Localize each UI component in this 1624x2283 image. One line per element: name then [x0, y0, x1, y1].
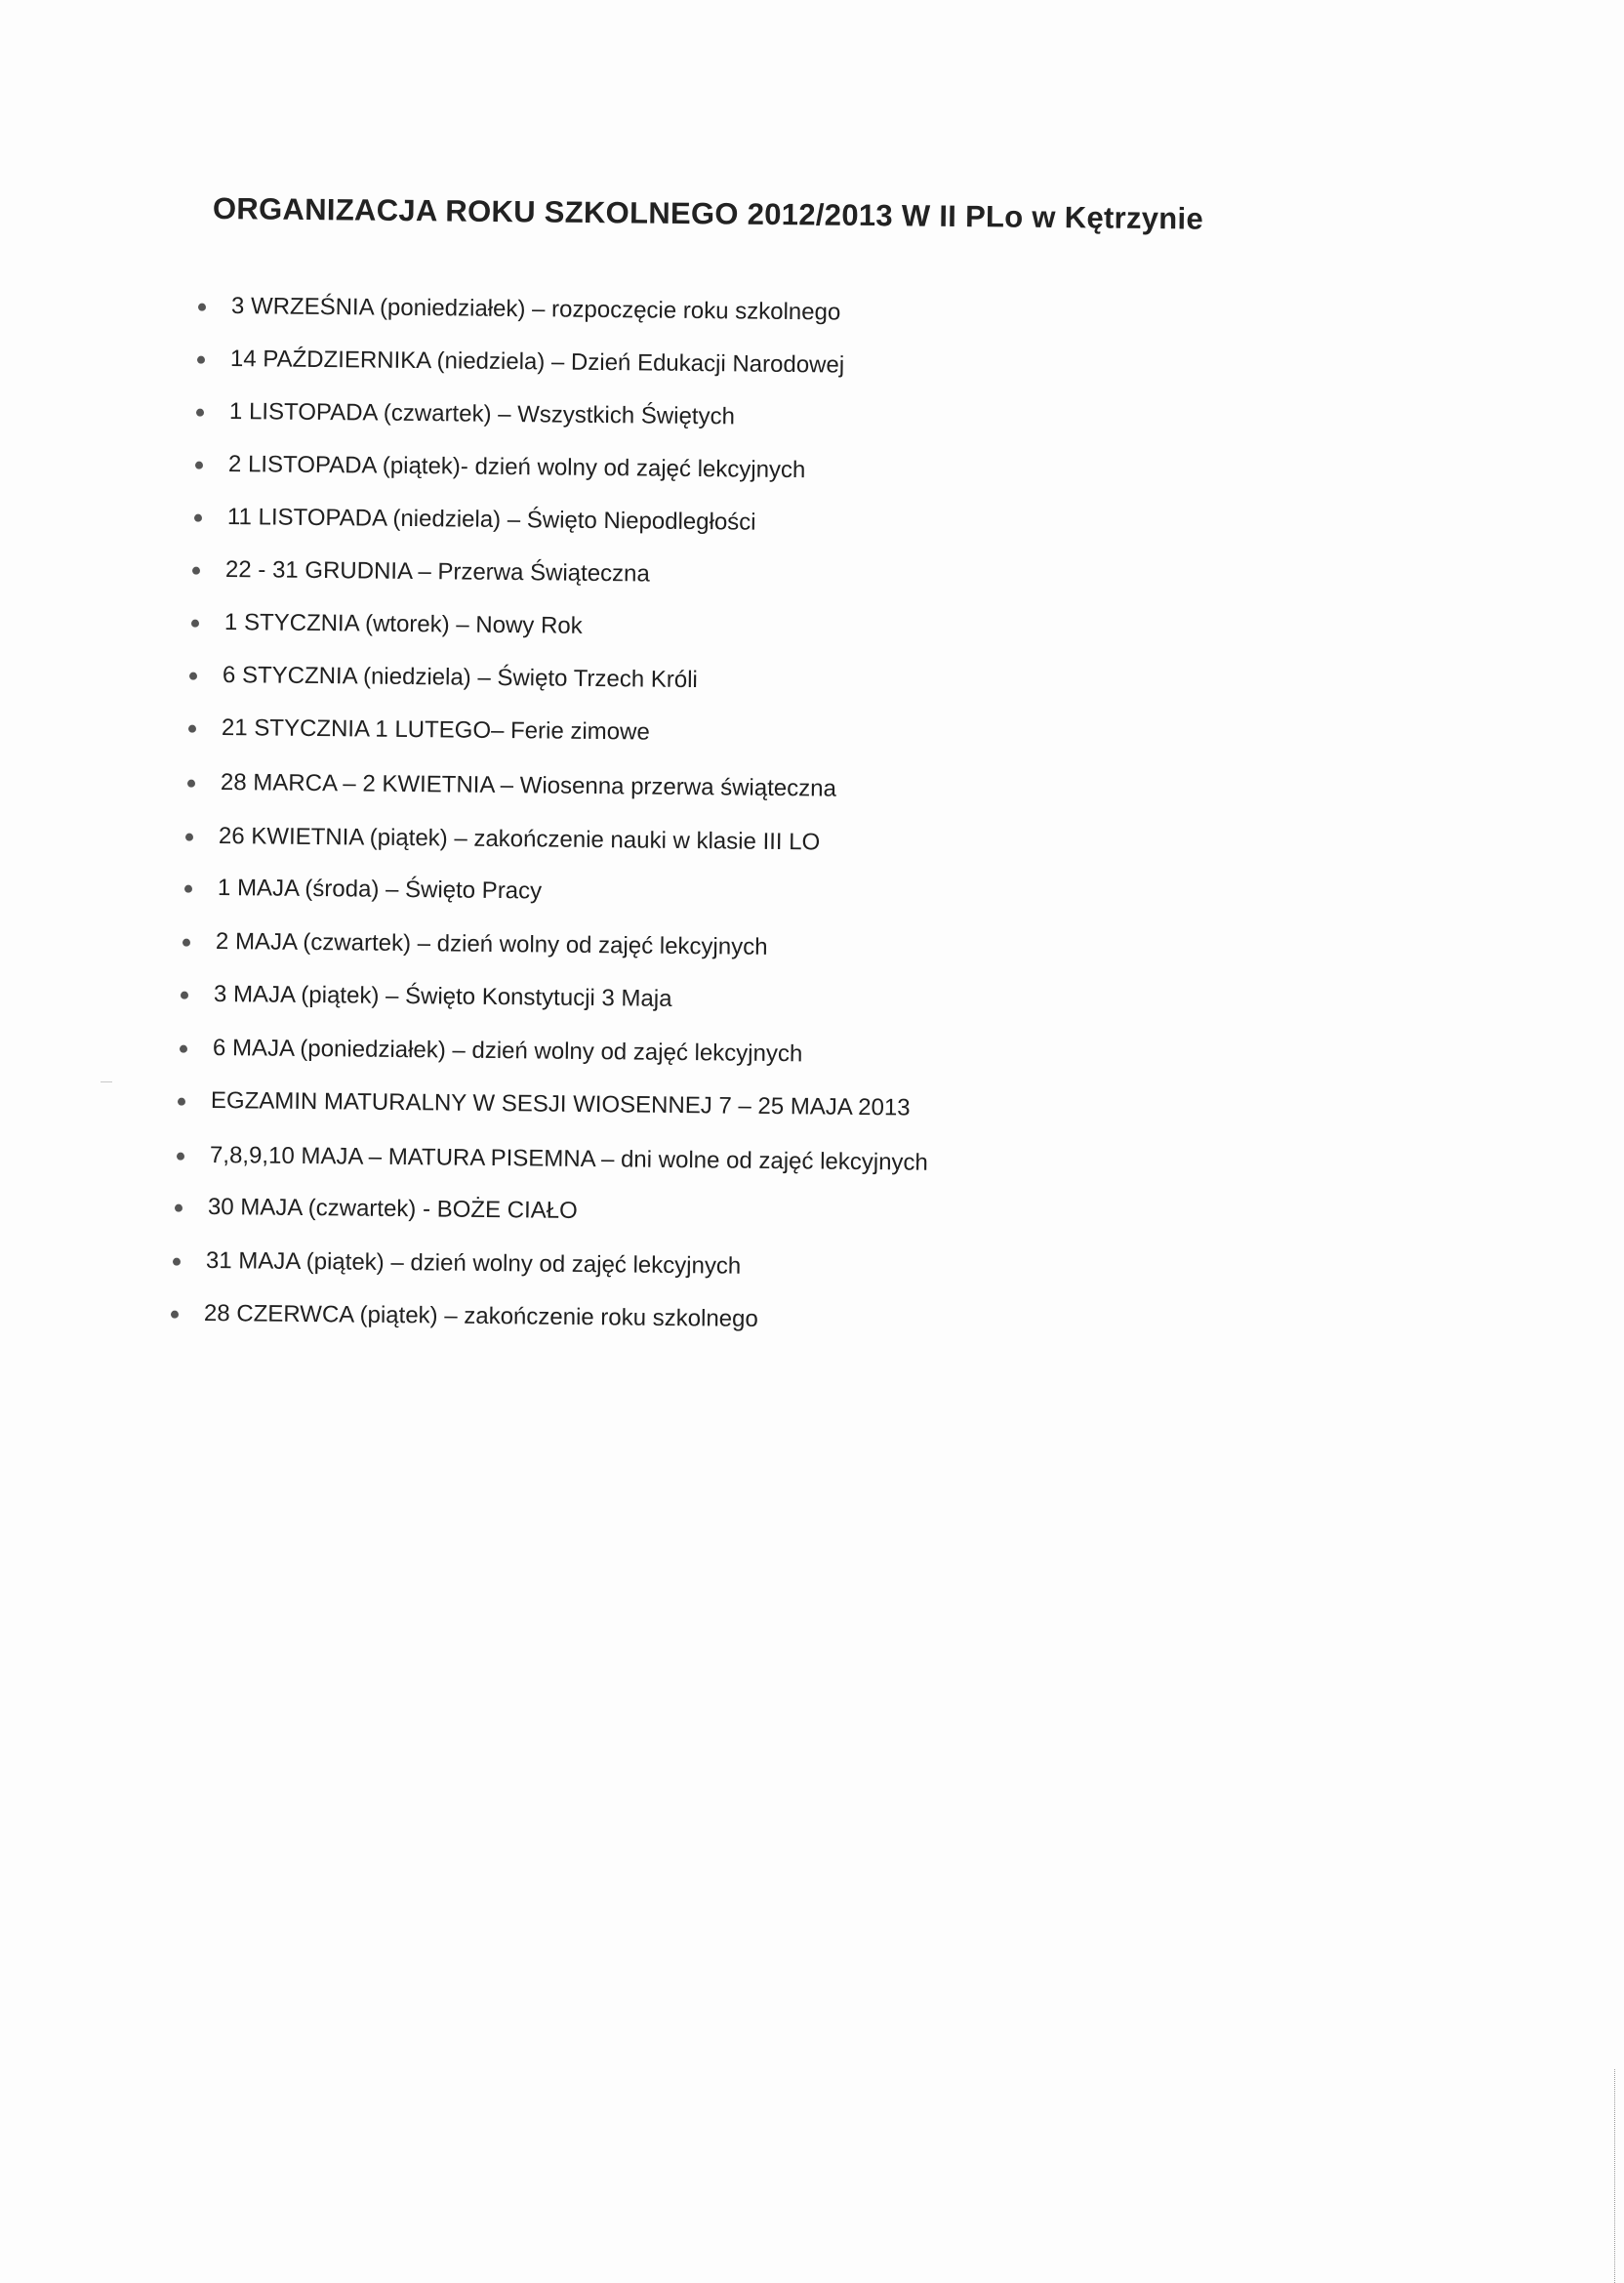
list-item — [214, 981, 672, 1013]
list-item-text: 14 PAŹDZIERNIKA (niedziela) – Dzień Edukacji Narodowej — [229, 346, 845, 379]
list-item-text: 30 MAJA (czwartek) - BOŻE CIAŁO — [207, 1194, 578, 1224]
bullet-icon — [185, 834, 193, 841]
list-item-text: 1 MAJA (środa) – Święto Pracy — [217, 875, 543, 905]
bullet-icon — [197, 356, 205, 364]
list-item — [206, 1247, 742, 1281]
list-item-text: 28 MARCA – 2 KWIETNIA – Wiosenna przerwa świąteczna — [220, 769, 837, 802]
list-item-text: 3 MAJA (piątek) – Święto Konstytucji 3 Maja — [213, 981, 672, 1012]
bullet-icon — [189, 673, 197, 680]
bullet-icon — [171, 1311, 179, 1319]
bullet-icon — [195, 462, 203, 469]
bullet-icon — [187, 780, 195, 788]
list-item — [230, 346, 844, 380]
bullet-icon — [194, 514, 202, 522]
list-item-text: 1 STYCZNIA (wtorek) – Nowy Rok — [223, 609, 583, 639]
list-item-text: 3 WRZEŚNIA (poniedziałek) – rozpoczęcie roku szkolnego — [230, 293, 841, 326]
bullet-icon — [180, 1045, 187, 1053]
list-item — [225, 556, 650, 589]
bullet-icon — [188, 725, 196, 733]
list-item — [227, 504, 756, 537]
list-item — [210, 1142, 928, 1177]
document-title: ORGANIZACJA ROKU SZKOLNEGO 2012/2013 W II PLo w Kętrzynie — [212, 191, 1204, 236]
bullet-icon — [192, 567, 200, 575]
list-item — [211, 1087, 911, 1122]
list-item-text: 11 LISTOPADA (niedziela) – Święto Niepodległości — [226, 504, 756, 536]
bullet-icon — [178, 1098, 185, 1106]
list-item — [208, 1194, 578, 1225]
bullet-icon — [198, 304, 206, 311]
list-item-text: 26 KWIETNIA (piątek) – zakończenie nauki w klasie III LO — [218, 823, 821, 856]
bullet-icon — [173, 1258, 181, 1266]
list-item-text: 6 MAJA (poniedziałek) – dzień wolny od zajęć lekcyjnych — [212, 1035, 803, 1068]
list-item — [228, 451, 806, 484]
bullet-icon — [184, 885, 192, 893]
bullet-icon — [175, 1204, 183, 1212]
list-item — [216, 928, 768, 961]
list-item — [222, 714, 650, 747]
scan-artifact — [101, 1081, 112, 1082]
list-item-text: 21 STYCZNIA 1 LUTEGO– Ferie zimowe — [221, 714, 650, 746]
bullet-icon — [191, 620, 199, 628]
list-item — [218, 875, 542, 905]
list-item — [223, 662, 698, 694]
list-item — [204, 1300, 758, 1333]
bullet-icon — [196, 409, 204, 417]
list-item — [221, 769, 836, 803]
list-item-text: 2 MAJA (czwartek) – dzień wolny od zajęć lekcyjnych — [215, 928, 768, 960]
list-item — [229, 398, 735, 430]
list-item-text: 2 LISTOPADA (piątek)- dzień wolny od zajęć lekcyjnych — [227, 451, 806, 484]
list-item — [219, 823, 821, 856]
list-item-text: 7,8,9,10 MAJA – MATURA PISEMNA – dni wolne od zajęć lekcyjnych — [209, 1142, 928, 1176]
list-item-text: 28 CZERWCA (piątek) – zakończenie roku szkolnego — [203, 1300, 758, 1332]
list-item-text: 22 - 31 GRUDNIA – Przerwa Świąteczna — [224, 556, 650, 588]
bullet-icon — [183, 939, 190, 947]
list-item-text: 31 MAJA (piątek) – dzień wolny od zajęć lekcyjnych — [205, 1247, 742, 1280]
list-item-text: 6 STYCZNIA (niedziela) – Święto Trzech Króli — [222, 662, 698, 694]
bullet-icon — [177, 1153, 184, 1161]
list-item — [231, 293, 841, 327]
list-item-text: 1 LISTOPADA (czwartek) – Wszystkich Świętych — [228, 398, 736, 430]
scan-edge-line — [1614, 2069, 1616, 2283]
bullet-icon — [181, 992, 188, 999]
list-item-text: EGZAMIN MATURALNY W SESJI WIOSENNEJ 7 – 25 MAJA 2013 — [210, 1087, 911, 1121]
list-item — [213, 1035, 803, 1068]
list-item — [224, 609, 583, 640]
